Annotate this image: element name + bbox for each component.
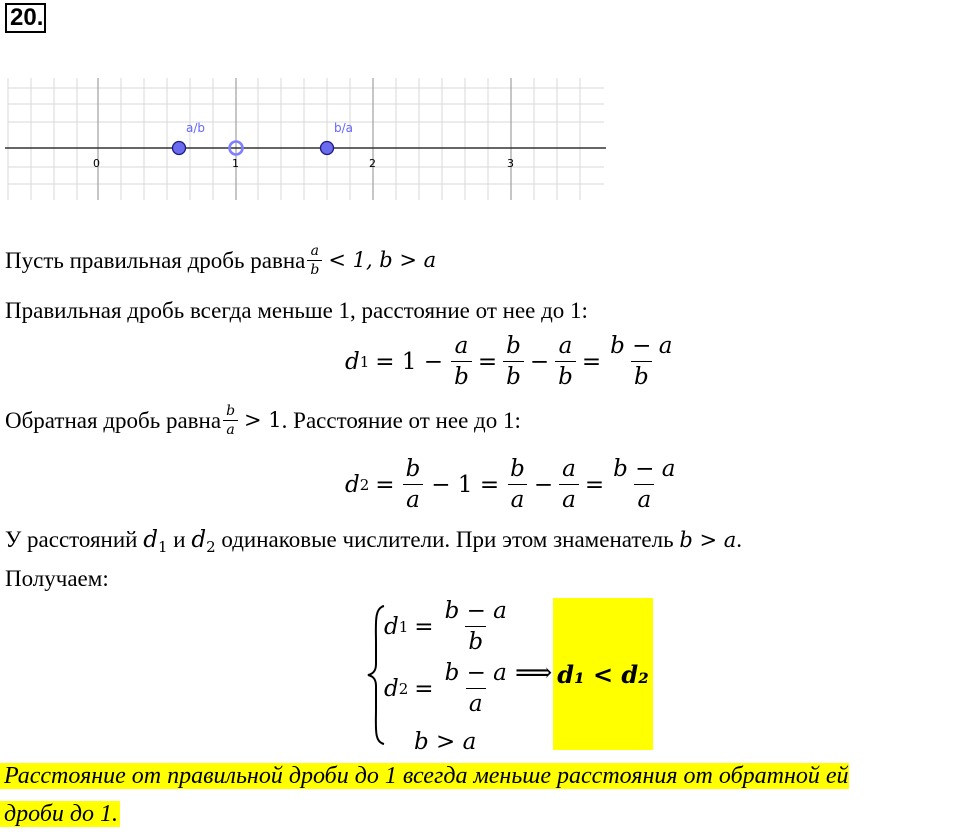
problem-number: 20. [5, 3, 46, 33]
line-same-numerators: У расстояний $d_1$ и $d_2$ одинаковые числители. При этом знаменатель b > a. [5, 527, 743, 556]
point-a-over-b [173, 142, 186, 155]
system-row-d1: d 1 = $\frac{b - a}{b}$ [384, 598, 507, 655]
tick-2: 2 [369, 157, 376, 170]
system-row-d2: d 2 = $\frac{b - a}{a}$ [384, 660, 507, 717]
conclusion-line-1: Расстояние от правильной дроби до 1 всегда меньше расстояния от обратной ей [0, 758, 960, 794]
conclusion [0, 758, 960, 832]
tick-3: 3 [507, 157, 514, 170]
tick-0: 0 [93, 157, 100, 170]
line-proper-fraction [5, 244, 436, 277]
line-inverse-fraction: Обратная дробь равна $\frac{b}{a}$ > 1 . Расстояние от нее до 1: [5, 403, 521, 438]
formula-d1: d 1 = 1 − $\frac{a}{b}$ = $\frac{b}{b}$ − $\frac{a}{b}$ = $\frac{b - a}{b}$ [345, 333, 673, 390]
system-row-condition: b > a [414, 729, 477, 755]
line-we-get: Получаем: [5, 566, 109, 591]
text: Пусть правильная дробь равна [5, 248, 306, 273]
label-a-over-b: a/b [186, 121, 206, 135]
label-b-over-a: b/a [334, 121, 354, 135]
tick-1: 1 [232, 157, 239, 170]
formula-d2: d 2 = $\frac{b}{a}$ − 1 = $\frac{b}{a}$ − $\frac{a}{a}$ = $\frac{b - a}{a}$ [345, 456, 676, 513]
line-distance-d1-intro: Правильная дробь всегда меньше 1, расстояние от нее до 1: [5, 298, 588, 323]
result-text: d₁ < d₂ [557, 659, 649, 689]
implies-arrow: ⟹ [515, 658, 553, 688]
number-line-figure [0, 70, 610, 205]
result-box [553, 598, 653, 750]
point-b-over-a [321, 142, 334, 155]
fraction-a-over-b: $\frac{a}{b}$ [307, 244, 322, 277]
conclusion-line-2: дроби до 1. [0, 796, 960, 832]
fraction-b-over-a: $\frac{b}{a}$ [223, 404, 238, 437]
condition: < 1, b > a [328, 248, 437, 272]
